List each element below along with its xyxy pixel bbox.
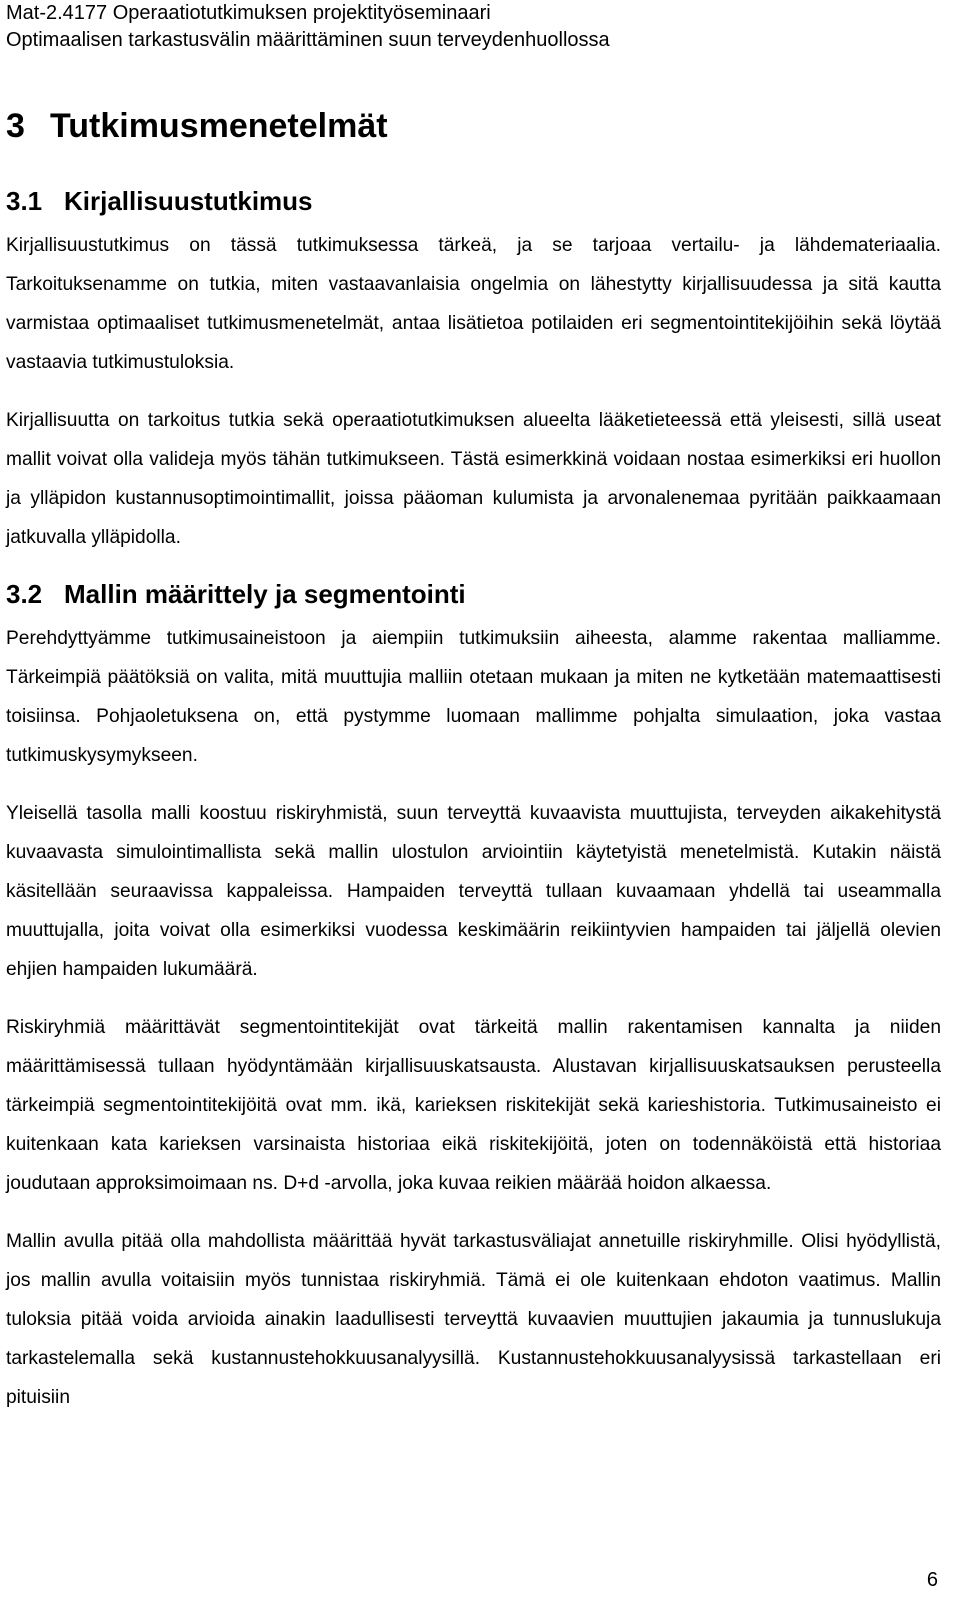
chapter-number: 3 bbox=[6, 107, 25, 145]
section-title: Mallin määrittely ja segmentointi bbox=[64, 579, 466, 609]
chapter-heading bbox=[6, 98, 941, 186]
section-number: 3.1 bbox=[6, 186, 43, 216]
section-title: Kirjallisuustutkimus bbox=[64, 186, 313, 216]
paragraph-gap bbox=[6, 1203, 941, 1222]
paragraph: Kirjallisuustutkimus on tässä tutkimuksessa tärkeä, ja se tarjoaa vertailu- ja lähdemateriaalia. Tarkoituksenamme on tutkia, miten vastaavanlaisia ongelmia on lähestytty kirjallisuudessa ja sitä kautta varmistaa optimaaliset tutkimusmenetelmät, antaa lisätietoa potilaiden eri segmentointitekijöihin sekä löytää vastaavia tutkimustuloksia. bbox=[6, 235, 941, 373]
section-number: 3.2 bbox=[6, 579, 43, 609]
section-heading-literature bbox=[6, 186, 941, 226]
paragraph: Kirjallisuutta on tarkoitus tutkia sekä operaatiotutkimuksen alueelta lääketieteessä että yleisesti, sillä useat mallit voivat olla valideja myös tähän tutkimukseen. Tästä esimerkkinä voidaan nostaa esimerkiksi eri huollon ja ylläpidon kustannusoptimointimallit, joissa pääoman kulumista ja arvonalenemaa pyritään paikkaamaan jatkuvalla ylläpidolla. bbox=[6, 410, 941, 548]
header-course-line: Mat-2.4177 Operaatiotutkimuksen projektityöseminaari bbox=[6, 2, 491, 24]
paragraph: Riskiryhmiä määrittävät segmentointitekijät ovat tärkeitä mallin rakentamisen kannalta ja niiden määrittämisessä tullaan hyödyntämään kirjallisuuskatsausta. Alustavan kirjallisuuskatsauksen perusteella tärkeimpiä segmentointitekijöitä ovat mm. ikä, karieksen riskitekijät sekä karieshistoria. Tutkimusaineisto ei kuitenkaan kata karieksen varsinaista historiaa eikä riskitekijöitä, joten on todennäköistä että historiaa joudutaan approksimoimaan ns. D+d -arvolla, joka kuvaa reikien määrää hoidon alkaessa. bbox=[6, 1017, 941, 1194]
page-content bbox=[6, 98, 941, 1417]
header-title-line: Optimaalisen tarkastusvälin määrittäminen suun terveydenhuollossa bbox=[6, 29, 610, 51]
paragraph: Yleisellä tasolla malli koostuu riskiryhmistä, suun terveyttä kuvaavista muuttujista, terveyden aikakehitystä kuvaavasta simulointimallista sekä mallin ulostulon arviointiin käytetyistä menetelmistä. Kutakin näistä käsitellään seuraavissa kappaleissa. Hampaiden terveyttä tullaan kuvaamaan yhdellä tai useammalla muuttujalla, joita voivat olla esimerkiksi vuodessa keskimäärin reikiintyvien hampaiden tai jäljellä olevien ehjien hampaiden lukumäärä. bbox=[6, 803, 941, 980]
paragraph-gap bbox=[6, 989, 941, 1008]
paragraph: Perehdyttyämme tutkimusaineistoon ja aiempiin tutkimuksiin aiheesta, alamme rakentaa malliamme. Tärkeimpiä päätöksiä on valita, mitä muuttujia malliin otetaan mukaan ja miten ne kytketään matemaattisesti toisiinsa. Pohjaoletuksena on, että pystymme luomaan mallimme pohjalta simulaation, joka vastaa tutkimuskysymykseen. bbox=[6, 628, 941, 766]
section-gap bbox=[6, 557, 941, 579]
paragraph: Mallin avulla pitää olla mahdollista määrittää hyvät tarkastusväliajat annetuille riskiryhmille. Olisi hyödyllistä, jos mallin avulla voitaisiin myös tunnistaa riskiryhmiä. Tämä ei ole kuitenkaan ehdoton vaatimus. Mallin tuloksia pitää voida arvioida ainakin laadullisesti terveyttä kuvaavien muuttujien jakaumia ja tunnuslukuja tarkastelemalla sekä kustannustehokkuusanalyysillä. Kustannustehokkuusanalyysissä tarkastellaan eri pituisiin bbox=[6, 1231, 941, 1408]
paragraph-gap bbox=[6, 775, 941, 794]
running-header bbox=[6, 0, 946, 54]
page-number: 6 bbox=[926, 1569, 938, 1591]
chapter-title: Tutkimusmenetelmät bbox=[50, 107, 388, 145]
section-heading-model bbox=[6, 579, 941, 619]
paragraph-gap bbox=[6, 382, 941, 401]
